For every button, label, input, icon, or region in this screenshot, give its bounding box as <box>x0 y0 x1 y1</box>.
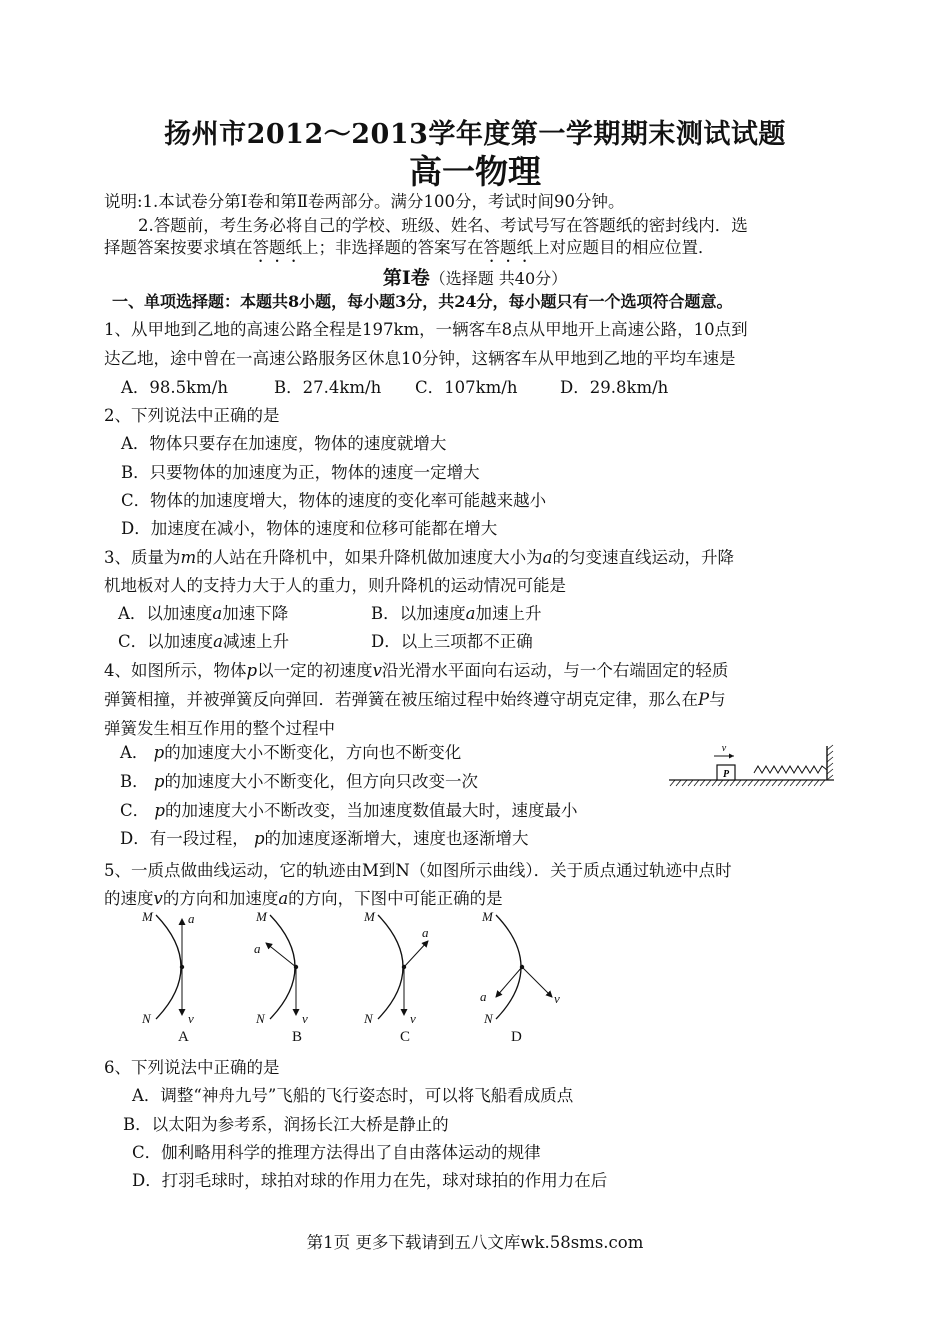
instruction-line-1: 说明:1.本试卷分第Ⅰ卷和第Ⅱ卷两部分。满分100分，考试时间90分钟。 <box>104 192 625 211</box>
figure-a <box>141 909 195 1045</box>
q3-line-1 <box>104 546 734 570</box>
q4-label: C． <box>120 801 150 820</box>
q3-var-a: a <box>465 604 476 623</box>
instruction-text: 上；非选择题的答案写在 <box>302 238 484 257</box>
caption-c: C <box>400 1029 411 1045</box>
q4-text: 与 <box>709 690 726 709</box>
q1-option-c: C．107km/h <box>415 378 518 397</box>
velocity-arrowhead <box>729 754 734 759</box>
q4-var-p: p <box>153 743 165 762</box>
q5-text: 的方向和加速度 <box>162 889 279 908</box>
q4-label: D．有一段过程， <box>120 829 249 848</box>
q4-var-P: P <box>698 690 710 709</box>
q3-line-2: 机地板对人的支持力大于人的重力，则升降机的运动情况可能是 <box>104 576 566 595</box>
q1-option-b: B．27.4km/h <box>274 378 382 397</box>
label-n: N <box>484 1011 493 1026</box>
label-n: N <box>256 1011 265 1026</box>
q5-text: 的方向，下图中可能正确的是 <box>288 889 503 908</box>
q3-option-c <box>118 630 289 654</box>
q1-option-a: A．98.5km/h <box>121 378 228 397</box>
figure-d <box>480 909 560 1045</box>
trajectory-curve <box>270 915 295 1019</box>
trajectory-figures <box>134 905 584 1050</box>
q5-text: 的速度 <box>104 889 154 908</box>
section-title <box>0 263 950 290</box>
q4-option-d <box>120 827 529 851</box>
label-a: a <box>188 911 195 926</box>
q1-line-2: 达乙地，途中曾在一高速公路服务区休息10分钟，这辆客车从甲地到乙地的平均车速是 <box>104 349 736 368</box>
q3-var-a: a <box>213 632 223 651</box>
q2-option-d: D．加速度在减小，物体的速度和位移可能都在增大 <box>121 519 498 538</box>
spring-block-figure <box>664 738 839 790</box>
q4-option-b <box>120 770 478 794</box>
q2-stem: 2、下列说法中正确的是 <box>104 406 280 425</box>
caption-d: D <box>511 1029 522 1045</box>
label-a: a <box>254 941 261 956</box>
exam-title: 扬州市2012～2013学年度第一学期期末测试试题 <box>164 119 786 150</box>
section-subtitle: （选择题 共40分） <box>429 269 568 288</box>
trajectory-curve <box>378 915 403 1019</box>
instruction-line-3 <box>104 236 715 266</box>
instruction-text: 择题答案按要求填在 <box>104 238 253 257</box>
page-footer: 第1页 更多下载请到五八文库wk.58sms.com <box>306 1233 644 1252</box>
figure-b <box>254 909 308 1045</box>
q6-option-b: B．以太阳为参考系，润扬长江大桥是静止的 <box>123 1115 449 1134</box>
q6-option-c: C．伽利略用科学的推理方法得出了自由落体运动的规律 <box>132 1143 541 1162</box>
label-m: M <box>142 909 153 924</box>
velocity-arrow <box>522 967 552 997</box>
spring <box>754 766 827 773</box>
q4-text: 以一定的初速度 <box>257 661 373 680</box>
q5-line-1: 5、一质点做曲线运动，它的轨迹由M到N（如图所示曲线）．关于质点通过轨迹中点时 <box>104 861 732 880</box>
q3-option-a <box>118 602 288 626</box>
q4-text: 的加速度大小不断变化，方向也不断变化 <box>164 743 462 762</box>
q3-var-a: a <box>212 604 223 623</box>
q6-option-a: A．调整“神舟九号”飞船的飞行姿态时，可以将飞船看成质点 <box>132 1086 574 1105</box>
q3-option-b <box>371 602 541 626</box>
q5-var-a: a <box>278 889 289 908</box>
q2-option-c: C．物体的加速度增大，物体的速度的变化率可能越来越小 <box>121 491 547 510</box>
q4-var-p: p <box>153 772 165 791</box>
q4-text: 的加速度逐渐增大，速度也逐渐增大 <box>264 829 529 848</box>
label-m: M <box>364 909 375 924</box>
caption-b: B <box>292 1029 303 1045</box>
q4-option-c <box>120 799 577 823</box>
q1-line-1: 1、从甲地到乙地的高速公路全程是197km，一辆客车8点从甲地开上高速公路，10点到 <box>104 320 748 339</box>
q4-option-a <box>120 741 461 765</box>
q4-var-p: p <box>154 801 165 820</box>
q5-var-v: v <box>153 889 163 908</box>
q2-option-b: B．只要物体的加速度为正，物体的速度一定增大 <box>121 463 480 482</box>
q6-stem: 6、下列说法中正确的是 <box>104 1058 280 1077</box>
q3-text: 3、质量为 <box>104 548 181 567</box>
q3-text: 的人站在升降机中，如果升降机做加速度大小为 <box>196 548 543 567</box>
q4-label: B． <box>120 772 149 791</box>
q3-text: 的匀变速直线运动，升降 <box>552 548 734 567</box>
q3-text: 加速下降 <box>222 604 289 623</box>
label-n: N <box>142 1011 151 1026</box>
q3-text: C．以加速度 <box>118 632 214 651</box>
label-v: v <box>188 1011 194 1026</box>
label-m: M <box>256 909 267 924</box>
q4-var-p: p <box>246 661 258 680</box>
figure-c <box>363 909 429 1045</box>
q4-text: 的加速度大小不断改变，当加速度数值最大时，速度最小 <box>164 801 578 820</box>
block-label: P <box>722 769 730 780</box>
accel-arrow <box>496 967 522 997</box>
wall-hatch <box>827 745 833 780</box>
trajectory-curve <box>496 915 521 1019</box>
instruction-line-2: 2.答题前，考生务必将自己的学校、班级、姓名、考试号写在答题纸的密封线内．选 <box>138 216 748 235</box>
q3-text: A．以加速度 <box>118 604 213 623</box>
q3-option-d: D．以上三项都不正确 <box>371 632 533 651</box>
q2-option-a: A．物体只要存在加速度，物体的速度就增大 <box>121 434 447 453</box>
q4-line-2 <box>104 688 726 712</box>
q3-text: 减速上升 <box>222 632 289 651</box>
q4-text: 沿光滑水平面向右运动，与一个右端固定的轻质 <box>381 661 729 680</box>
label-v: v <box>410 1011 416 1026</box>
label-a: a <box>480 989 487 1004</box>
q4-line-1 <box>104 659 728 683</box>
emphasis-text: 答题纸 <box>252 238 302 257</box>
label-a: a <box>422 925 429 940</box>
label-m: M <box>482 909 493 924</box>
q4-var-v: v <box>372 661 382 680</box>
label-v: v <box>302 1011 308 1026</box>
q4-label: A． <box>120 743 149 762</box>
section-name: 第Ⅰ卷 <box>382 267 430 289</box>
label-n: N <box>364 1011 373 1026</box>
accel-arrow <box>404 941 428 967</box>
q4-var-p: p <box>253 829 265 848</box>
subject-title: 高一物理 <box>409 152 541 191</box>
caption-a: A <box>178 1029 189 1045</box>
label-v: v <box>554 991 560 1006</box>
q4-text: 4、如图所示，物体 <box>104 661 247 680</box>
q3-text: B．以加速度 <box>371 604 466 623</box>
q4-text: 弹簧相撞，并被弹簧反向弹回．若弹簧在被压缩过程中始终遵守胡克定律，那么在 <box>104 690 698 709</box>
trajectory-curve <box>156 915 181 1019</box>
q6-option-d: D．打羽毛球时，球拍对球的作用力在先，球对球拍的作用力在后 <box>132 1171 608 1190</box>
q3-text: 加速上升 <box>475 604 542 623</box>
q3-var-m: m <box>180 548 197 567</box>
q4-line-3: 弹簧发生相互作用的整个过程中 <box>104 719 335 738</box>
q1-option-d: D．29.8km/h <box>560 378 669 397</box>
emphasis-text: 答题纸 <box>483 238 533 257</box>
ground-hatch <box>670 780 825 786</box>
q4-text: 的加速度大小不断变化，但方向只改变一次 <box>164 772 478 791</box>
velocity-label: v <box>721 743 727 754</box>
instruction-text: 上对应题目的相应位置． <box>533 238 715 257</box>
section-heading: 一、单项选择题：本题共8小题，每小题3分，共24分，每小题只有一个选项符合题意。 <box>112 292 733 311</box>
q3-var-a: a <box>542 548 553 567</box>
